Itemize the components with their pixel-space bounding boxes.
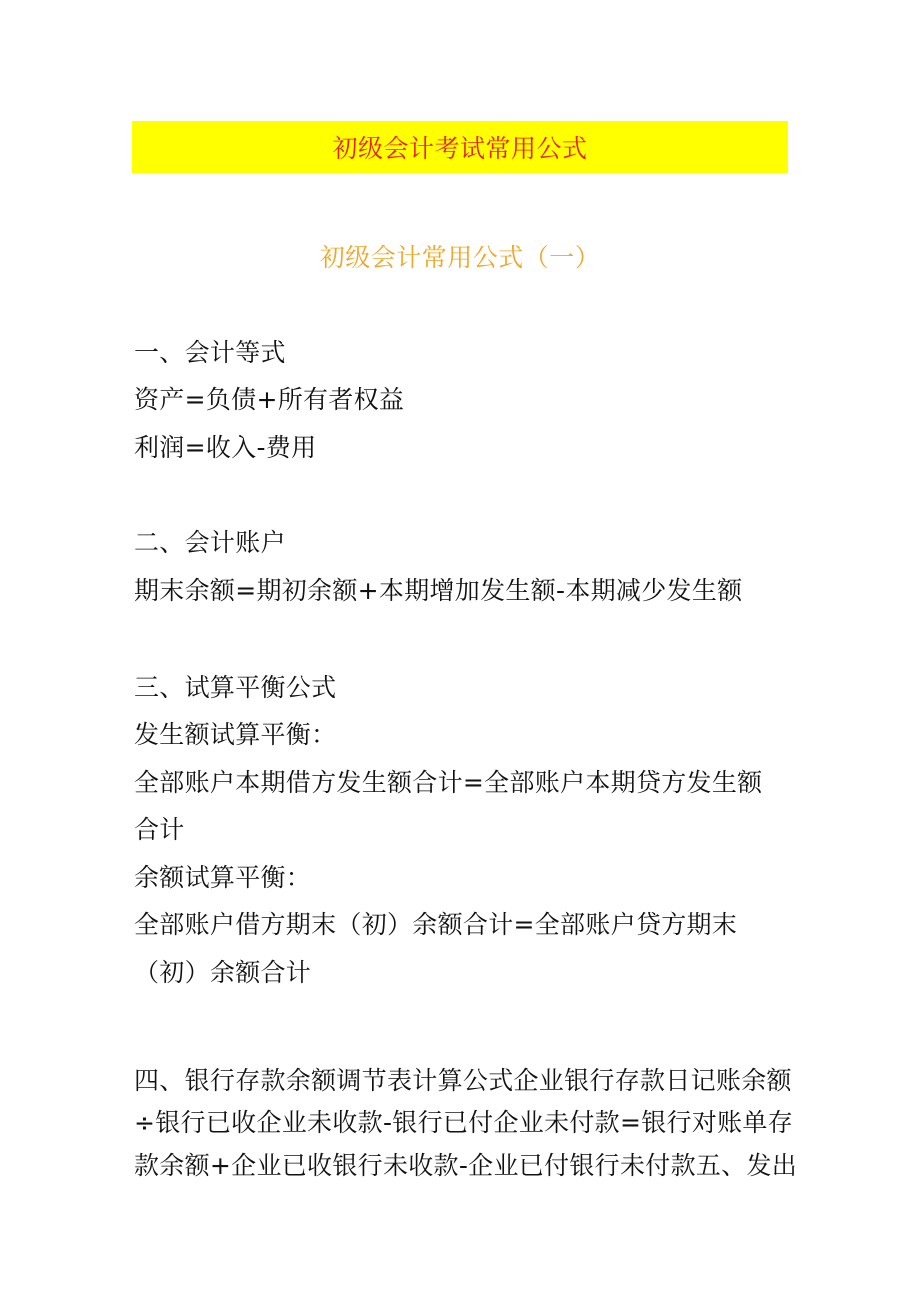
section-4-line-1: 四、银行存款余额调节表计算公式企业银行存款日记账余额 — [134, 1066, 792, 1095]
section-3-line-3: 余额试算平衡： — [134, 863, 312, 892]
document-title: 初级会计考试常用公式 — [332, 134, 588, 163]
section-4-line-2: ÷银行已收企业未收款-银行已付企业未付款=银行对账单存 — [134, 1108, 794, 1137]
section-1-line-1: 资产=负债+所有者权益 — [134, 385, 405, 414]
section-2-line-1: 期末余额=期初余额+本期增加发生额-本期减少发生额 — [134, 576, 743, 605]
title-banner — [132, 121, 788, 173]
section-3-line-1: 发生额试算平衡： — [134, 720, 337, 749]
section-3-heading: 三、试算平衡公式 — [134, 673, 337, 702]
section-3-line-4b: （初）余额合计 — [134, 958, 312, 987]
section-3-line-2b: 合计 — [134, 815, 185, 844]
document-subtitle: 初级会计常用公式（一） — [319, 243, 601, 272]
section-3-line-4a: 全部账户借方期末（初）余额合计=全部账户贷方期末 — [134, 910, 738, 939]
section-1-heading: 一、会计等式 — [134, 338, 286, 367]
section-4-line-3: 款余额+企业已收银行未收款-企业已付银行未付款五、发出 — [134, 1151, 798, 1180]
section-1-line-2: 利润=收入-费用 — [134, 433, 317, 462]
section-3-line-2a: 全部账户本期借方发生额合计=全部账户本期贷方发生额 — [134, 768, 763, 797]
section-2-heading: 二、会计账户 — [134, 528, 286, 557]
